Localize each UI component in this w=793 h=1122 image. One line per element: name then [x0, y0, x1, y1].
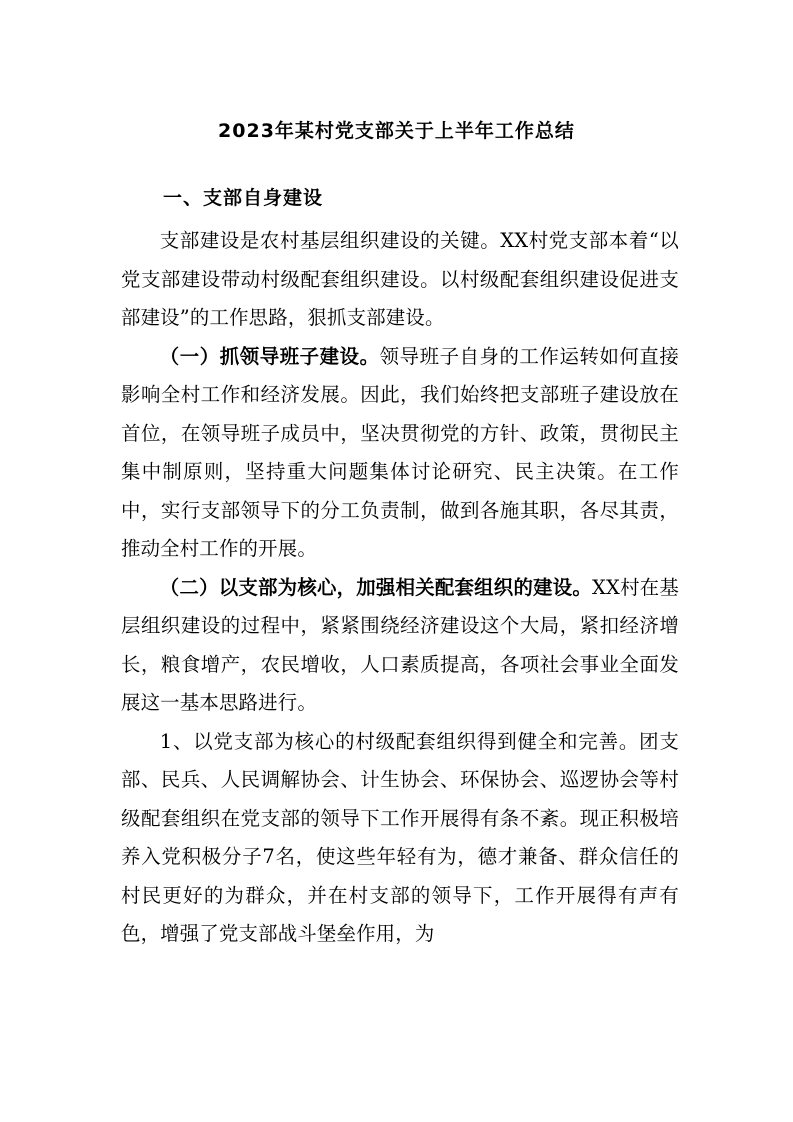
subsection-heading: （二）以支部为核心，加强相关配套组织的建设。	[159, 575, 593, 599]
document-body	[121, 222, 679, 954]
paragraph	[121, 338, 679, 569]
document-title: 2023年某村党支部关于上半年工作总结	[218, 120, 575, 142]
paragraph-text: 领导班子自身的工作运转如何直接影响全村工作和经济发展。因此，我们始终把支部班子建设放在首位，在领导班子成员中，坚决贯彻党的方针、政策，贯彻民主集中制原则，坚持重大问题集体讨论研究、民主决策。在工作中，实行支部领导下的分工负责制，做到各施其职，各尽其责，推动全村工作的开展。	[121, 344, 679, 560]
paragraph: 1、以党支部为核心的村级配套组织得到健全和完善。团支部、民兵、人民调解协会、计生协会、环保协会、巡逻协会等村级配套组织在党支部的领导下工作开展得有条不紊。现正积极培养入党积极分子7名，使这些年轻有为，德才兼备、群众信任的村民更好的为群众，并在村支部的领导下，工作开展得有声有色，增强了党支部战斗堡垒作用，为	[121, 729, 679, 945]
paragraph	[121, 569, 679, 723]
paragraph-text: XX村在基层组织建设的过程中，紧紧围绕经济建设这个大局，紧扣经济增长，粮食增产，农民增收，人口素质提高，各项社会事业全面发展这一基本思路进行。	[121, 575, 679, 714]
section-heading: 一、支部自身建设	[163, 187, 324, 209]
paragraph: 支部建设是农村基层组织建设的关键。XX村党支部本着“以党支部建设带动村级配套组织建设。以村级配套组织建设促进支部建设”的工作思路，狠抓支部建设。	[121, 229, 679, 329]
subsection-heading: （一）抓领导班子建设。	[159, 344, 380, 368]
